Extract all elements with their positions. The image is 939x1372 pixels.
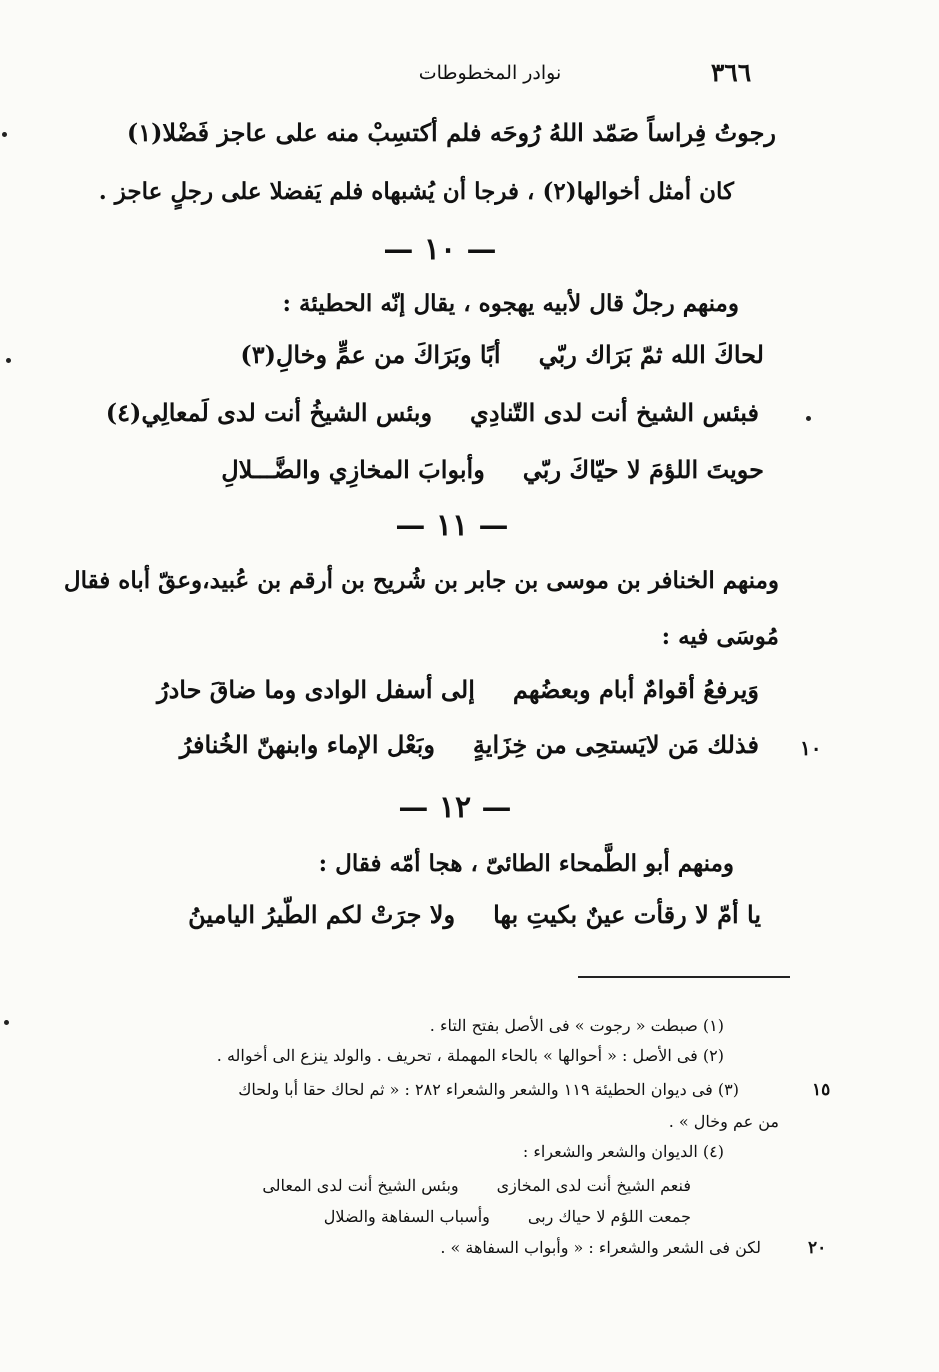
verse-line: رجوتُ فِراساً صَمّد اللهُ رُوحَه فلم أكتسِبْ منه على عاجز فَضْلا(١) xyxy=(126,118,776,147)
hemistich-left: وبئس الشيخ أنت لدى المعالى xyxy=(262,1176,459,1195)
footnote: (٣) فى ديوان الحطيئة ١١٩ والشعر والشعراء ٢٨٢ : « ثم لحاك حقا أبا ولحاك xyxy=(238,1080,739,1099)
footnote-rule xyxy=(578,976,790,978)
footnote: من عم وخال » . xyxy=(668,1112,779,1131)
hemistich-right: يا أمّ لا رقأت عينٌ بكيتِ بها xyxy=(493,900,761,929)
section-intro: مُوسَى فيه : xyxy=(661,623,779,650)
footnote: (١) صبطت « رجوت » فى الأصل بفتح التاء . xyxy=(429,1016,724,1035)
footnote-verse xyxy=(262,1176,691,1195)
verse-line xyxy=(188,900,761,929)
scan-speck xyxy=(6,358,11,363)
section-number: — ١٢ — xyxy=(398,790,512,825)
hemistich-left: أبًا وبَرَاكَ من عمٍّ وخالِ(٣) xyxy=(240,340,501,369)
running-title: نوادر المخطوطات xyxy=(418,62,562,84)
verse-line xyxy=(240,340,764,369)
verse-line xyxy=(106,398,759,427)
hemistich-left: وبئس الشيخُ أنت لدى لَمعالِي(٤) xyxy=(105,398,433,427)
verse-line xyxy=(157,675,759,704)
line-number: ١٥ xyxy=(812,1080,831,1100)
hemistich-left: وأبوابَ المخازِي والضَّـــلالِ xyxy=(221,455,485,484)
scan-speck xyxy=(2,132,7,137)
hemistich-right: وَيرفعُ أقوامٌ أبام وبعضُهم xyxy=(512,675,759,704)
scan-speck xyxy=(806,416,811,421)
hemistich-right: فذلك مَن لايَستحِى من خِزَايةٍ xyxy=(472,730,759,759)
footnote: (٢) فى الأصل : « أحوالها » بالحاء المهملة ، تحريف . والولد ينزع الى أخواله . xyxy=(216,1046,724,1065)
hemistich-right: لحاكَ الله ثمّ بَرَاك ربّي xyxy=(538,340,764,369)
line-number: ٢٠ xyxy=(808,1238,827,1258)
footnote: (٤) الديوان والشعر والشعراء : xyxy=(522,1142,724,1161)
footnote-verse xyxy=(324,1207,691,1226)
section-intro: ومنهم الخنافر بن موسى بن جابر بن شُريح بن أرقم بن عُبيد،وعقّ أباه فقال xyxy=(63,567,779,594)
hemistich-left: ولا جرَتْ لكم الطّيرُ اليامينُ xyxy=(188,900,456,929)
hemistich-right: جمعت اللؤم لا حياك ربى xyxy=(527,1207,691,1226)
verse-line xyxy=(221,455,764,484)
section-number: — ١٠ — xyxy=(383,232,497,267)
hemistich-left: وأسباب السفاهة والضلال xyxy=(323,1207,490,1226)
footnote: لكن فى الشعر والشعراء : « وأبواب السفاهة » . xyxy=(440,1238,761,1257)
page-number: ٣٦٦ xyxy=(710,58,752,87)
hemistich-left: وبَعْل الإماء وابنهنّ الخُنافرُ xyxy=(179,730,435,759)
hemistich-right: فنعم الشيخ أنت لدى المخازى xyxy=(496,1176,691,1195)
scan-speck xyxy=(4,1020,9,1025)
section-number: — ١١ — xyxy=(395,508,509,543)
prose-line: كان أمثل أخوالها(٢) ، فرجا أن يُشبهاه فلم يَفضلا على رجلٍ عاجز . xyxy=(98,178,734,205)
section-intro: ومنهم رجلٌ قال لأبيه يهجوه ، يقال إنّه الحطيئة : xyxy=(282,290,739,317)
line-number: ١٠ xyxy=(800,736,822,760)
verse-line xyxy=(180,730,759,759)
hemistich-left: إلى أسفل الوادى وما ضاقَ حادرُ xyxy=(157,675,475,704)
hemistich-right: فبئس الشيخ أنت لدى التّنادِي xyxy=(470,398,759,427)
hemistich-right: حويتَ اللؤمَ لا حيّاكَ ربّي xyxy=(522,455,764,484)
section-intro: ومنهم أبو الطَّمحاء الطائىّ ، هجا أمّه فقال : xyxy=(318,850,734,877)
